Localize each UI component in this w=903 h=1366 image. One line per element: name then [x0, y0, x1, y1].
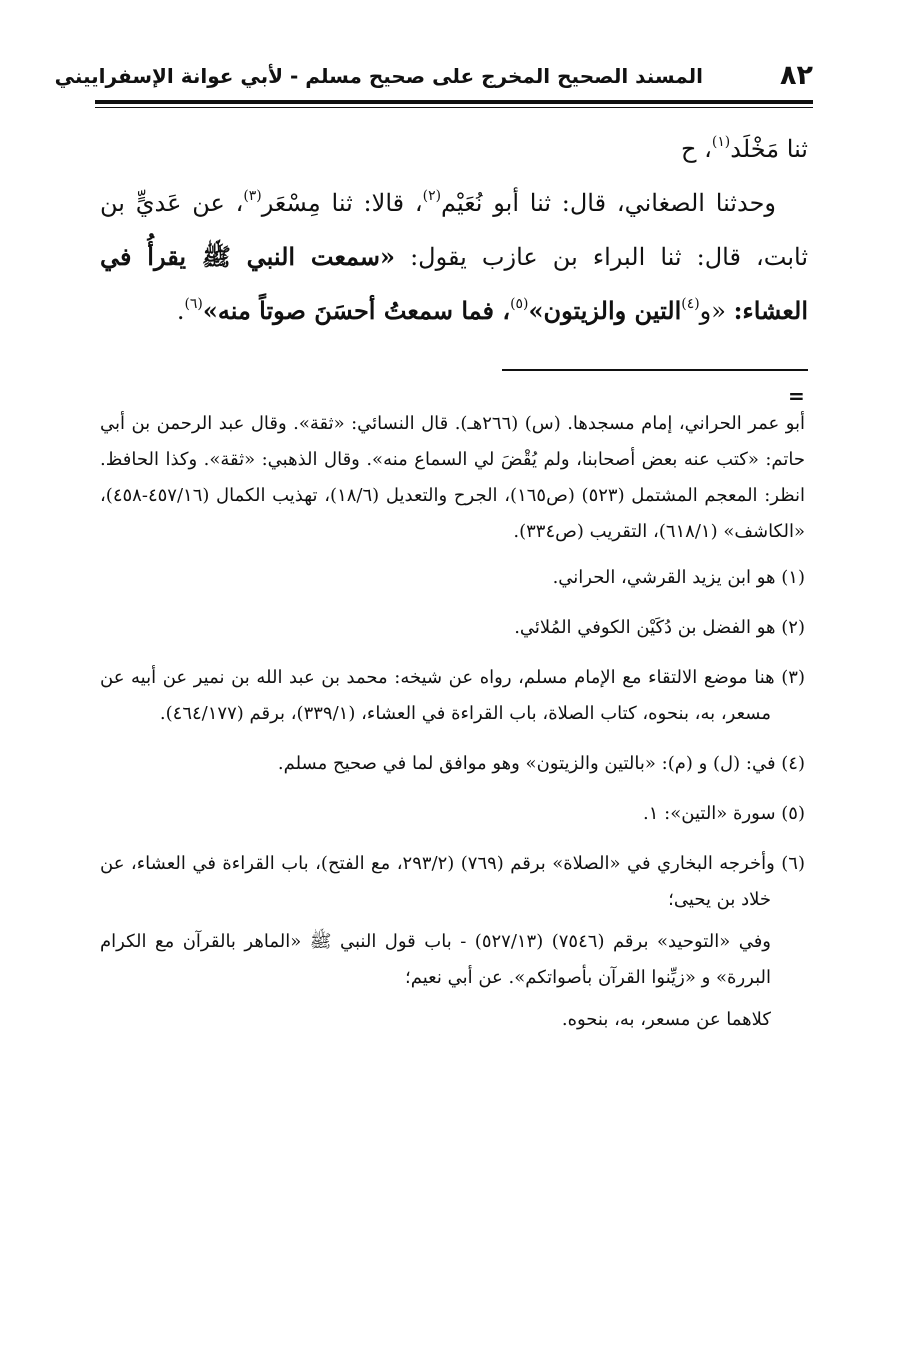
page-number: ٨٢ [780, 60, 813, 91]
page-header [54, 58, 813, 102]
footnote-continuation: أبو عمر الحراني، إمام مسجدها. (س) (٢٦٦هـ). قال النسائي: «ثقة». وقال عبد الرحمن بن أبي حاتم: «كتب عنه بعض أصحابنا، ولم يُقْضَ لي السماع منه». وقال الذهبي: «ثقة». وكذا الحافظ. انظر: المعجم المشتمل (٥٢٣) (ص١٦٥)، الجرح والتعديل (١٨/٦)، تهذيب الكمال (٤٥٧/١٦-٤٥٨)، «الكاشف» (٦١٨/١)، التقريب (ص٣٣٤). [100, 413, 806, 542]
running-title: المسند الصحيح المخرج على صحيح مسلم - لأبي عوانة الإسفراييني [54, 64, 703, 88]
footnote-3: (٣) هنا موضع الالتقاء مع الإمام مسلم، رواه عن شيخه: محمد بن عبد الله بن نمير عن أبيه عن مسعر، به، بنحوه، كتاب الصلاة، باب القراءة في العشاء، (٣٣٩/١)، برقم (٤٦٤/١٧٧). [100, 667, 805, 724]
continuation-marker: = [788, 384, 805, 408]
hadith-text: «و [699, 297, 734, 325]
footnote-separator [502, 369, 808, 371]
hadith-text: ، قالا: ثنا مِسْعَر [261, 189, 423, 217]
footnote-ref[interactable]: (٤) [681, 295, 700, 312]
footnote-ref[interactable]: (٢) [422, 187, 441, 204]
hadith-end: . [176, 297, 185, 325]
footnote-6-end: كلاهما عن مسعر، به، بنحوه. [561, 1009, 771, 1030]
isnad-tail: ، ح [681, 135, 712, 163]
footnote-6: (٦) وأخرجه البخاري في «الصلاة» برقم (٧٦٩) (٢٩٣/٢، مع الفتح)، باب القراءة في العشاء، عن خلاد بن يحيى؛ [100, 853, 805, 910]
footnote-ref[interactable]: (١) [711, 133, 731, 150]
hadith-text: ، عن عَديٍّ بن ثابت، قال: ثنا البراء بن عازب يقول: [100, 189, 809, 271]
hadith-text: وحدثنا الصغاني، قال: ثنا أبو نُعَيْم [441, 189, 777, 217]
hadith-matn: «سمعت النبي ﷺ يقرأُ في العشاء: [100, 242, 808, 325]
footnote-ref[interactable]: (٥) [510, 295, 529, 312]
footnote-2: (٢) هو الفضل بن دُكَيْن الكوفي المُلائي. [514, 617, 805, 638]
footnote-4: (٤) في: (ل) و (م): «بالتين والزيتون» وهو موافق لما في صحيح مسلم. [277, 753, 805, 774]
footnote-1: (١) هو ابن يزيد القرشي، الحراني. [552, 567, 805, 588]
isnad-line [100, 122, 808, 176]
footnote-6-continued: وفي «التوحيد» برقم (٧٥٤٦) (٥٢٧/١٣) - باب قول النبي ﷺ «الماهر بالقرآن مع الكرام البررة» و «زيِّنوا القرآن بأصواتكم». عن أبي نعيم؛ [100, 931, 772, 988]
isnad-text: ثنا مَخْلَد [730, 135, 808, 163]
header-rule-thick [95, 100, 813, 104]
footnote-ref[interactable]: (٦) [184, 295, 203, 312]
hadith-paragraph [100, 176, 808, 338]
hadith-matn: التين والزيتون» [528, 296, 682, 325]
footnotes [100, 406, 805, 1038]
footnote-5: (٥) سورة «التين»: ١. [643, 803, 805, 824]
main-text [100, 122, 808, 338]
header-rule-thin [95, 107, 813, 108]
footnote-ref[interactable]: (٣) [243, 187, 262, 204]
hadith-matn: ، فما سمعتُ أحسَنَ صوتاً منه» [202, 296, 511, 325]
